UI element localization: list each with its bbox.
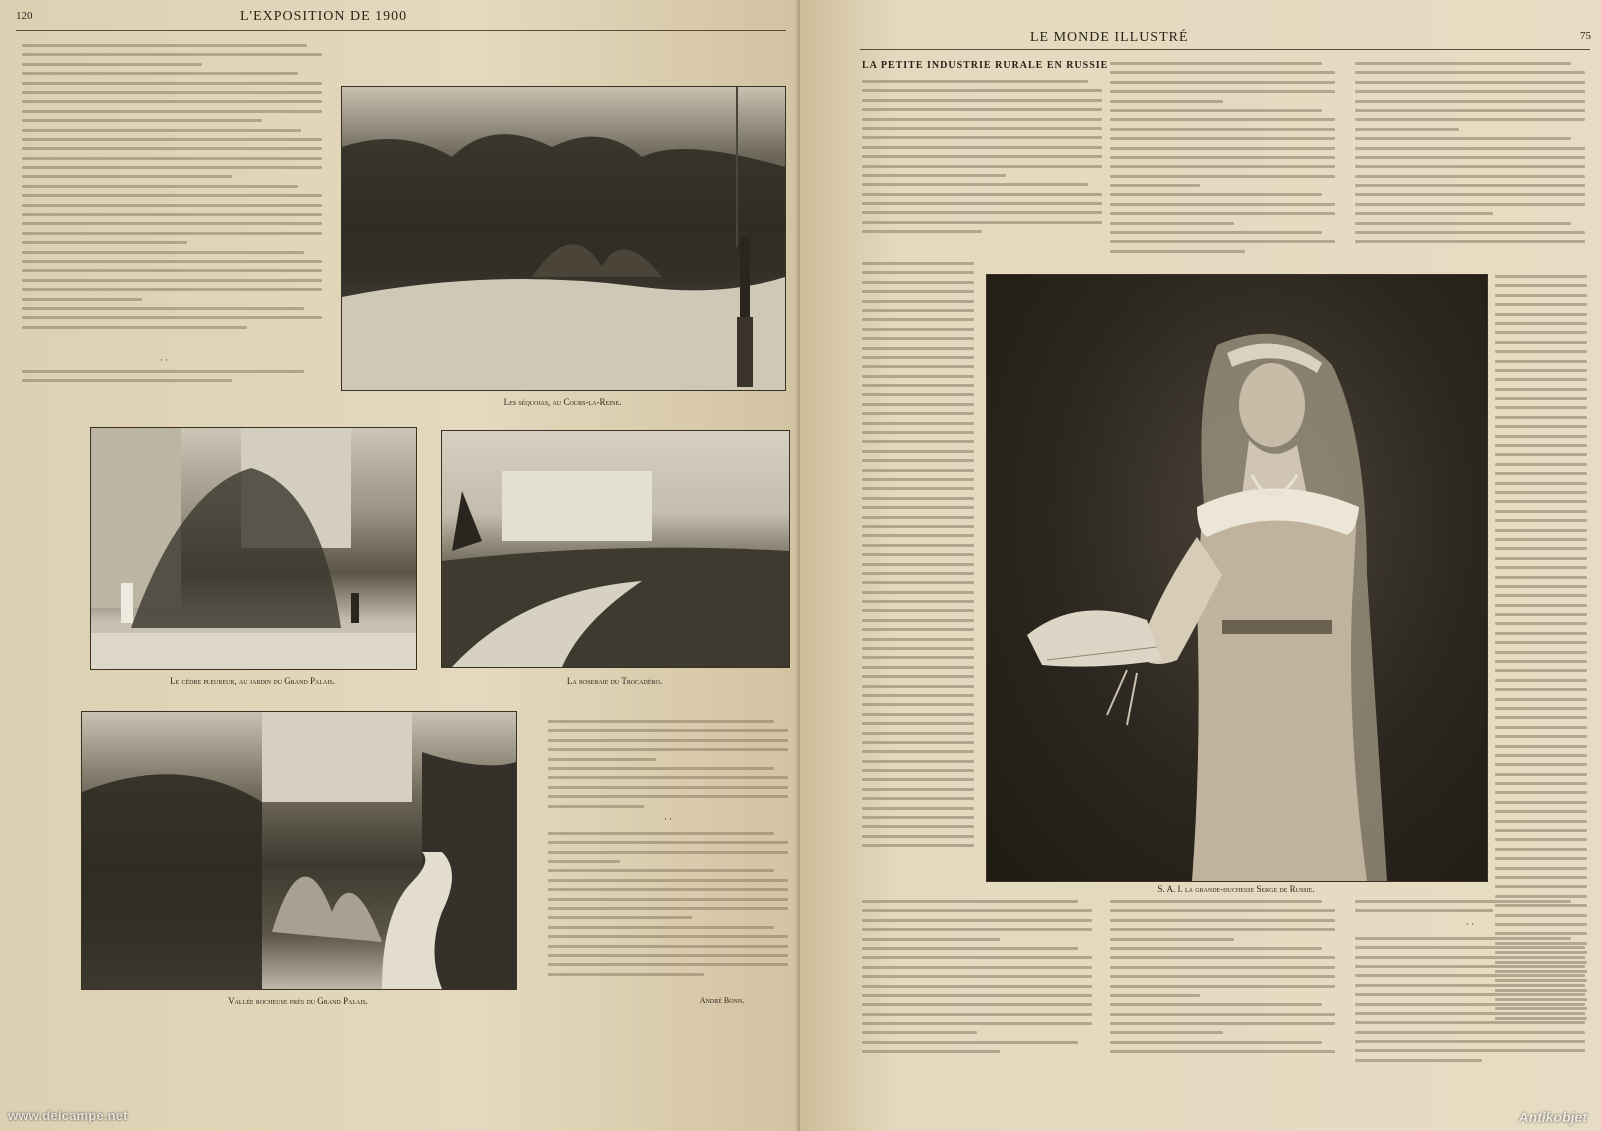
photo-rocky-valley [81,711,517,990]
photo-weeping-cedar-illustration [91,428,416,669]
caption-photo1: Les séquoias, au Cours-la-Reine. [503,397,622,407]
article-title: LA PETITE INDUSTRIE RURALE EN RUSSIE [862,60,1109,71]
caption-photo3: La roseraie du Trocadéro. [566,676,663,686]
right-page [800,0,1601,1131]
left-text-column-1b [22,370,322,390]
caption-photo4: Vallée rocheuse près du Grand Palais. [228,996,368,1006]
right-bottom-column-2 [1110,900,1335,1090]
left-text-column-2: · · [548,720,788,990]
left-header-rule [16,30,786,31]
right-header-rule [860,49,1590,50]
left-text-column-1 [22,44,322,374]
right-text-column-1 [862,80,1102,260]
right-text-column-1b [862,262,974,862]
portrait-illustration [987,275,1487,881]
photo-rose-garden-illustration [442,431,789,667]
section-separator: · · [160,355,169,365]
right-running-head: LE MONDE ILLUSTRÉ [1030,30,1189,45]
portrait-grand-duchess [986,274,1488,882]
photo-rose-garden [441,430,790,668]
left-page-number: 120 [16,10,33,22]
right-page-number: 75 [1580,30,1591,42]
right-text-column-3 [1355,62,1585,272]
article-signature: André Bonn. [699,996,745,1005]
left-running-head: L'EXPOSITION DE 1900 [240,9,408,24]
delcampe-url[interactable]: www.delcampe.net [8,1108,128,1123]
photo-weeping-cedar [90,427,417,670]
photo-rocky-valley-illustration [82,712,516,989]
seller-watermark: Antikobjet [1518,1109,1587,1125]
right-bottom-column-1 [862,900,1092,1090]
left-page [0,0,800,1131]
caption-photo2: Le cèdre pleureur, au jardin du Grand Palais. [170,676,335,686]
right-text-column-2 [1110,62,1335,262]
photo-sequoias [341,86,786,391]
photo-sequoias-illustration [342,87,785,390]
right-bottom-column-3: · · [1355,900,1585,1090]
portrait-caption: S. A. I. la grande-duchesse Serge de Russie. [1157,884,1315,894]
